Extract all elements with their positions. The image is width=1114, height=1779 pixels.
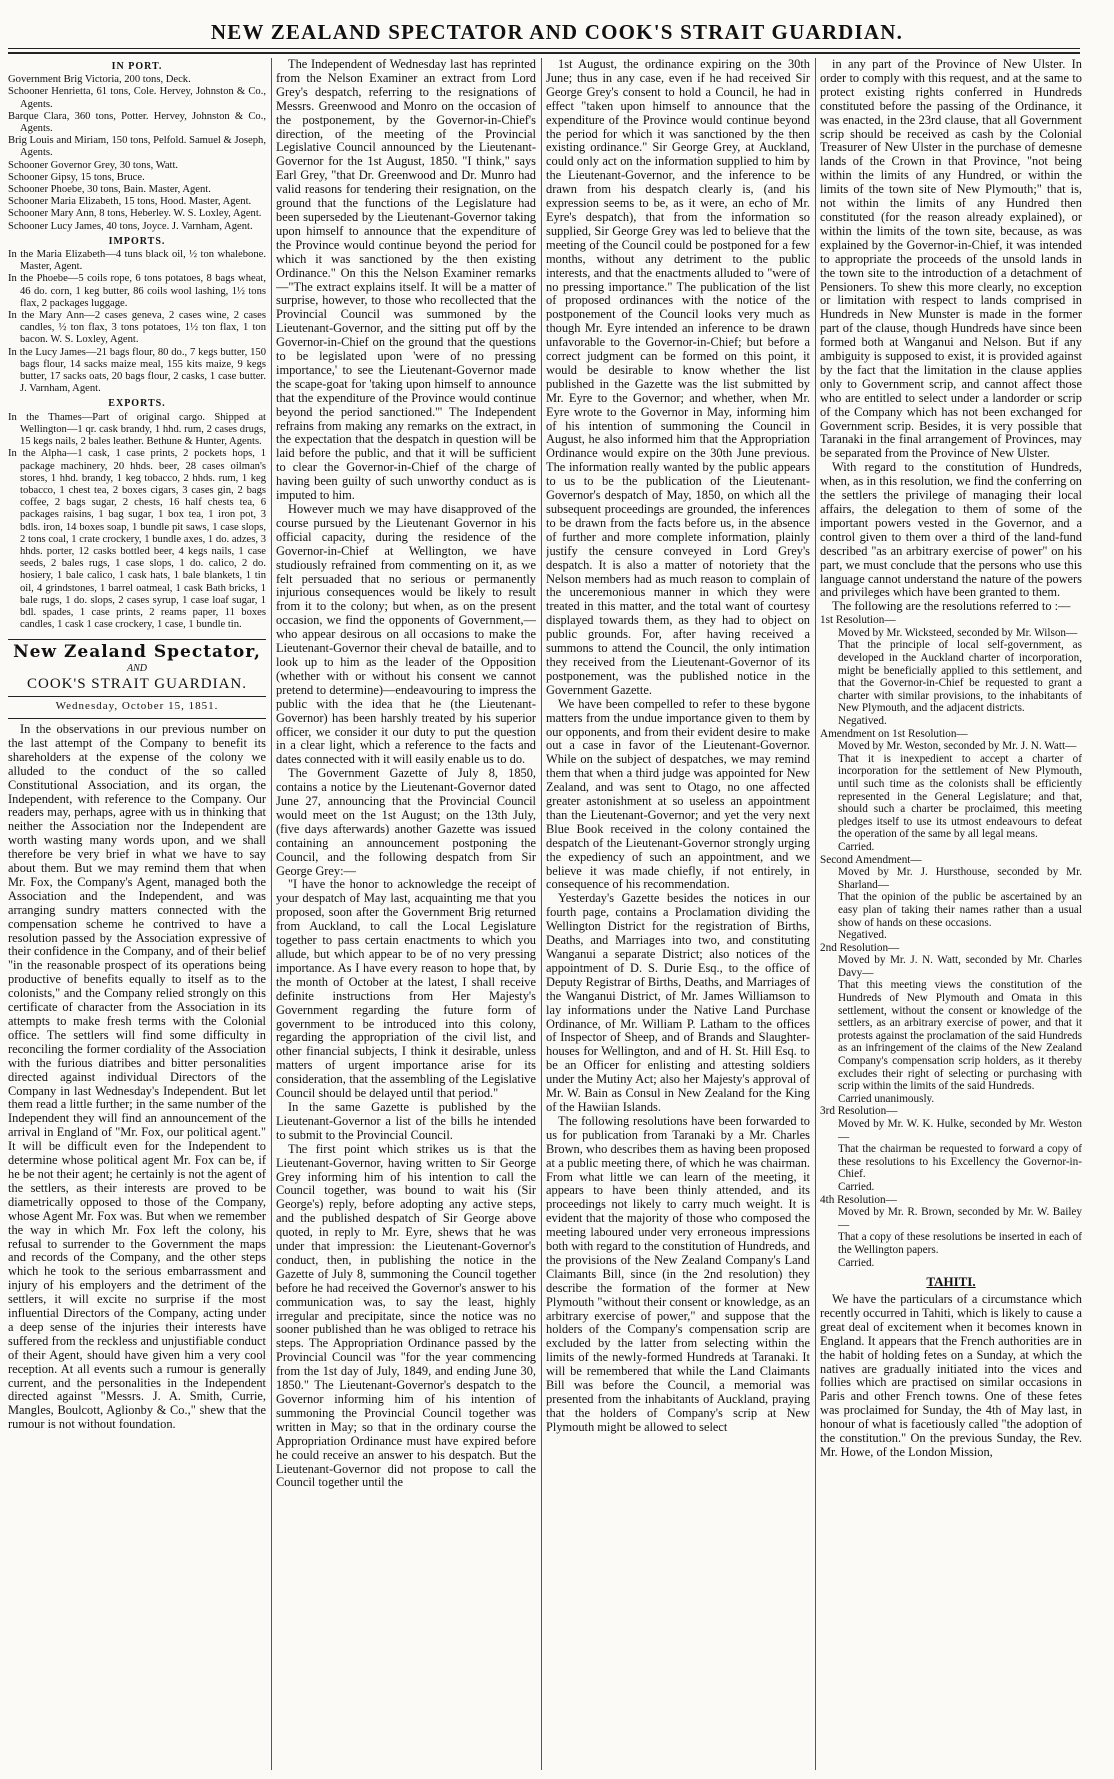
resolution-text: That this meeting views the constitution of the Hundreds of New Plymouth and Omata in this settlement, without the consent or knowledge of the settlers, as an arbitrary exercise of power, and that it protests against the proclamation of the said Hundreds as an infringement of the claims of the New Zealand Company's compensation scrip holders, as it thereby excludes their right of selecting or purchasing with scrip within the limits of the said Hundreds.	[838, 979, 1082, 1093]
resolution-heading: 1st Resolution—	[820, 614, 896, 627]
shipping-entry: Schooner Phoebe, 30 tons, Bain. Master, Agent.	[8, 184, 211, 196]
article-paragraph: With regard to the constitution of Hundreds, when, as in this resolution, we find the conferring on the settlers the privilege of managing their local affairs, the delegation to them of some of the important powers vested in the Governor, and a control given to them over a third of the land-fund described "as an arbitrary exercise of power" on his part, we must conclude that the persons who use this language cannot understand the nature of the powers and privileges which have been granted to them.	[820, 460, 1082, 600]
resolution-heading: Amendment on 1st Resolution—	[820, 727, 968, 740]
shipping-entry: Schooner Henrietta, 61 tons, Cole. Hervey, Johnston & Co., Agents.	[8, 86, 266, 110]
resolution-mover: Moved by Mr. R. Brown, seconded by Mr. W. Bailey—	[838, 1206, 1082, 1231]
resolution-result: Carried.	[838, 840, 875, 853]
article-paragraph: in any part of the Province of New Ulster. In order to comply with this request, and at the same to protect existing rights conferred in Hundreds constituted before the passing of the Ordinance, it was enacted, in the 23rd clause, that all Government scrip should be received as cash by the Colonial Treasurer of New Ulster in the purchase of demesne lands of the Crown in that Province, "not being within the limits of any Hundred, or within the limits of the town site of New Plymouth;" that is, not within the limits of any Hundred then constituted (for the reason already explained), or within the limits of the town site, because, as was explained by the Governor-in-Chief, it was intended to appropriate the proceeds of the unsold lands in the town site to the introduction of a detachment of Pensioners. To shew this more clearly, no exception or limitation with respect to lands comprised in Hundreds in New Munster is made in the former part of the clause, though Hundreds have since been formed both at Wanganui and Nelson. But if any ambiguity is supposed to exist, it is provided against by the fact that the limitation in the clause applies only to Government scrip, and cannot affect those who are entitled to select under a landorder or scrip of the Company which has not been exchanged for Government scrip. Besides, it is very possible that Taranaki in the final arrangement of Provinces, may be separated from the Province of New Ulster.	[820, 58, 1082, 461]
masthead: NEW ZEALAND SPECTATOR AND COOK'S STRAIT GUARDIAN.	[210, 20, 904, 44]
resolution-result: Carried.	[838, 1256, 875, 1269]
issue-date: Wednesday, October 15, 1851.	[8, 696, 266, 714]
resolution-mover: Moved by Mr. J. Hursthouse, seconded by Mr. Sharland—	[838, 866, 1082, 891]
resolution	[820, 942, 1082, 1106]
shipping-entry: Schooner Lucy James, 40 tons, Joyce. J. Varnham, Agent.	[8, 220, 253, 232]
column-1	[8, 58, 266, 1432]
resolution-heading: 3rd Resolution—	[820, 1105, 898, 1118]
resolution	[820, 614, 1082, 727]
hundreds-article	[820, 58, 1082, 614]
article-paragraph: The following resolutions have been forwarded to us for publication from Taranaki by a Mr. Charles Brown, who describes them as having been proposed at a public meeting there, of which he was chairman. From what little we can learn of the meeting, it appears to have been thinly attended, and its proceedings not likely to carry much weight. It is evident that the majority of those who composed the meeting laboured under very erroneous impressions both with regard to the constitution of Hundreds, and the provisions of the New Zealand Company's Land Claimants Bill, since (in the 2nd resolution) they describe the formation of the former at New Plymouth "without their consent or knowledge, as an arbitrary exercise of power," and suppose that the holders of the Company's compensation scrip are excluded by the latter from selecting within the limits of the newly-formed Hundreds at Taranaki. It will be remembered that while the Land Claimants Bill was before the Council, a memorial was presented from the inhabitants of Auckland, praying that the holders of Company's scrip at New Plymouth might be allowed to select	[546, 1113, 810, 1434]
paper-subtitle: COOK'S STRAIT GUARDIAN.	[26, 676, 248, 693]
shipping-news	[8, 61, 266, 631]
resolution-mover: Moved by Mr. J. N. Watt, seconded by Mr. Charles Davy—	[838, 954, 1082, 979]
column-3	[546, 58, 810, 1435]
shipping-entry: Brig Louis and Miriam, 150 tons, Pelfold. Samuel & Joseph, Agents.	[8, 135, 266, 159]
in-port-heading: IN PORT.	[111, 61, 163, 72]
resolution	[820, 728, 1082, 854]
resolution-result: Negatived.	[838, 715, 887, 727]
shipping-entry: Barque Clara, 360 tons, Potter. Hervey, Johnston & Co., Agents.	[8, 110, 266, 135]
resolution-result: Carried unanimously.	[838, 1092, 935, 1105]
exports-heading: EXPORTS.	[108, 398, 166, 410]
tahiti-heading: TAHITI.	[926, 1274, 976, 1290]
editorial-article	[8, 723, 266, 1432]
column-divider	[541, 58, 542, 1770]
resolution	[820, 1105, 1082, 1193]
resolution-mover: Moved by Mr. Wicksteed, seconded by Mr. Wilson—	[838, 626, 1078, 639]
column-2	[276, 58, 536, 1490]
article-paragraph: "I have the honor to acknowledge the receipt of your despatch of May last, acquainting me that you proposed, soon after the Government Brig returned from Auckland, to call the Local Legislature together to pass certain enactments to which you allude, but which appear to be of no very pressing importance. As I have every reason to hope that, by the month of October at the latest, I shall receive definite instructions from Her Majesty's Government regarding the future form of government to be introduced into this colony, regarding the appropriation of the civil list, and other financial subjects, I think it desirable, unless matters of urgent importance arise for its consideration, that the assembling of the Legislative Council should be delayed until that period."	[276, 877, 536, 1101]
resolution-mover: Moved by Mr. W. K. Hulke, seconded by Mr. Weston—	[838, 1118, 1082, 1143]
imports-list	[8, 249, 266, 395]
resolution-text: That a copy of these resolutions be inserted in each of the Wellington papers.	[838, 1231, 1082, 1256]
resolution	[820, 854, 1082, 942]
article-paragraph: Yesterday's Gazette besides the notices in our fourth page, contains a Proclamation dividing the Wellington District for the registration of Births, Deaths, and Marriages into two, and constituting Wanganui a separate District; also notices of the appointment of D. S. Durie Esq., to the office of Deputy Registrar of Births, Deaths, and Marriages of the Wanganui District, of Mr. James Williamson to lay informations under the Native Land Purchase Ordinance, of Mr. William P. Latham to the offices of Inspector of Sheep, and of Brands and Slaughter-houses for Wellington, and and of H. St. Hill Esq. to be an Officer for enlisting and attesting soldiers under the Mutiny Act; also her Majesty's approval of Mr. W. Bain as Consul in New Zealand for the King of the Hawiian Islands.	[546, 891, 810, 1114]
resolution-heading: Second Amendment—	[820, 853, 922, 866]
in-port-list	[8, 74, 266, 233]
resolution-result: Carried.	[838, 1180, 875, 1193]
import-entry: In the Phoebe—5 coils rope, 6 tons potatoes, 8 bags wheat, 46 do. corn, 1 keg butter, 86 coils wool lashing, 1½ tons flax, 2 packages luggage.	[8, 273, 266, 309]
import-entry: In the Lucy James—21 bags flour, 80 do., 7 kegs butter, 150 bags flour, 14 sacks maize meal, 155 kits maize, 9 kegs butter, 17 sacks oats, 20 bags flour, 2 casks, 1 case butter. J. Varnham, Agent.	[8, 346, 266, 395]
export-entry: In the Thames—Part of original cargo. Shipped at Wellington—1 qr. cask brandy, 1 hhd. rum, 2 cases drugs, 15 kegs nails, 2 bales leather. Bethune & Hunter, Agents.	[8, 411, 266, 448]
column-divider	[271, 58, 272, 1770]
import-entry: In the Maria Elizabeth—4 tuns black oil, ½ ton whalebone. Master, Agent.	[8, 249, 266, 273]
resolution-heading: 4th Resolution—	[820, 1193, 897, 1206]
column-4	[820, 58, 1082, 1460]
resolution-text: That the opinion of the public be ascertained by an easy plan of taking their names rather than a usual show of hands on these occasions.	[838, 891, 1082, 929]
imports-heading: IMPORTS.	[108, 235, 166, 247]
article-paragraph: The Independent of Wednesday last has reprinted from the Nelson Examiner an extract from Lord Grey's despatch, referring to the resignations of Messrs. Greenwood and Monro on the occasion of the postponement, by the Governor-in-Chief's direction, of the meeting of the Provincial Legislative Council announced by the Lieutenant-Governor for the 1st August, 1850. "I think," says Earl Grey, "that Dr. Greenwood and Dr. Munro had valid reasons for tendering their resignation, on the ground that the functions of the Legislature had been superseded by the Lieutenant-Governor taking upon himself to announce that the expenditure of the Province would continue beyond the period for which it was sanctioned by the then existing Ordinance." On this the Nelson Examiner remarks—"The extract explains itself. It will be a matter of surprise, however, to those who recollected that the Provincial Council was summoned by the Lieutenant-Governor, and the sitting put off by the Governor-in-Chief on the ground that the questions to be legislated upon 'were of no pressing importance,' to see the Lieutenant-Governor made the scape-goat for 'taking upon himself to announce that the expenditure of the Province would continue beyond the period sanctioned.'" The Independent refrains from making any remarks on the extract, in the expectation that the despatch in question will be laid before the public, and that it will be sufficient to clear the Governor-in-Chief of the charge of having been guilty of such unworthy conduct as is imputed to him.	[276, 58, 536, 503]
resolutions-list	[820, 614, 1082, 1269]
export-entry: In the Alpha—1 cask, 1 case prints, 2 pockets hops, 1 package machinery, 20 hhds. beer, 28 cases oilman's stores, 1 hhd. brandy, 1 keg tobacco, 2 hhds. rum, 1 keg tobacco, 1 chest tea, 2 boxes cigars, 3 cases gin, 2 bags coffee, 2 bags sugar, 2 chests, 16 half chests tea, 6 packages raisins, 1 bag sugar, 1 box tea, 1 iron pot, 3 bdls. iron, 14 boxes soap, 1 bundle pit saws, 1 case slops, 2 tons coal, 1 crate crockery, 1 bundle axes, 1 do. adzes, 3 hhds. porter, 12 casks bottled beer, 4 kegs nails, 1 case seeds, 2 bales rugs, 1 case slops, 1 do. calico, 2 do. hosiery, 1 bale calico, 1 cask hats, 1 bale blankets, 1 tin oil, 4 grindstones, 1 barrel oatmeal, 1 cask Bath bricks, 1 bale rugs, 1 do. slops, 2 cases syrup, 1 case loaf sugar, 1 bdl. spades, 1 case prints, 2 reams paper, 11 boxes candles, 1 cask 1 case crockery, 1 case, 1 bundle tin.	[8, 448, 266, 631]
shipping-entry: Schooner Governor Grey, 30 tons, Watt.	[8, 159, 179, 171]
masthead-rule-thick	[8, 52, 1080, 54]
resolution-mover: Moved by Mr. Weston, seconded by Mr. J. N. Watt—	[838, 740, 1077, 753]
editorial-masthead	[8, 639, 266, 719]
resolution	[820, 1194, 1082, 1270]
paper-title: New Zealand Spectator,	[13, 642, 261, 663]
shipping-entry: Schooner Maria Elizabeth, 15 tons, Hood. Master, Agent.	[8, 196, 252, 208]
masthead-rule	[8, 48, 1080, 49]
resolution-text: That the chairman be requested to forward a copy of these resolutions to his Excellency the Governor-in-Chief.	[838, 1143, 1082, 1181]
resolution-text: That the principle of local self-government, as developed in the Auckland charter of incorporation, might be beneficially applied to this settlement, and that the Governor-in-Chief be requested to grant a charter with similar provisions, to the inhabitants of New Plymouth, and the adjacent districts.	[838, 639, 1082, 715]
import-entry: In the Mary Ann—2 cases geneva, 2 cases wine, 2 cases candles, ½ ton flax, 3 tons potatoes, 1½ ton flax, 1 ton bacon. W. S. Loxley, Agent.	[8, 310, 266, 346]
article-paragraph: The following are the resolutions referred to :—	[832, 599, 1071, 614]
shipping-entry: Schooner Gipsy, 15 tons, Bruce.	[8, 171, 145, 183]
article-paragraph: The first point which strikes us is that the Lieutenant-Governor, having written to Sir George Grey informing him of his intention to call the Council together, was bound to wait his (Sir George's) reply, before adopting any active steps, and the published despatch of Sir George above quoted, in reply to Mr. Eyre, shews that he was under that impression: the Lieutenant-Governor's conduct, then, in publishing the notice in the Gazette of July 8, summoning the Council together before he had received the Governor's answer to his communication was, to say the least, highly irregular and precipitate, since the notice was no sooner published than he was obliged to retrace his steps. The Appropriation Ordinance passed by the Provincial Council was "for the year commencing from the 1st day of July, 1849, and ending June 30, 1850." The Lieutenant-Governor's despatch to the Governor informing him of his intention of summoning the Provincial Council together was written in May; so that in the ordinary course the Appropriation Ordinance must have expired before he could receive an answer to his despatch. But the Lieutenant-Governor did not propose to call the Council together until the	[276, 1141, 536, 1490]
exports-list	[8, 412, 266, 632]
shipping-entry: Schooner Mary Ann, 8 tons, Heberley. W. S. Loxley, Agent.	[8, 208, 262, 220]
resolution-heading: 2nd Resolution—	[820, 941, 900, 954]
article-paragraph: However much we may have disapproved of the course pursued by the Lieutenant Governor in his official capacity, during the residence of the Governor-in-Chief at Wellington, we have studiously refrained from commenting on it, as we felt persuaded that no serious or permanently injurious consequences would be likely to result from it to the colony; but when, as on the present occasion, we find the opponents of Government,—who appear desirous on all occasions to make the Lieutenant-Governor their cheval de bataille, and to look up to him as the leader of the Opposition (whether with or without his consent we cannot pretend to determine)—endeavouring to impress the public with the idea that he (the Lieutenant-Governor) has been harshly treated by his superior officer, we consider it our duty to put the question in a clear light, which a reference to the facts and dates connected with it will easily enable us to do.	[276, 502, 536, 767]
paper-title-and: AND	[127, 663, 147, 675]
shipping-entry: Government Brig Victoria, 200 tons, Deck.	[8, 74, 191, 86]
article-paragraph: The Government Gazette of July 8, 1850, contains a notice by the Lieutenant-Governor dated June 27, announcing that the Provincial Council would meet on the 1st August; on the 13th July, (five days afterwards) another Gazette was issued containing an announcement postponing the Council, and the following despatch from Sir George Grey:—	[276, 766, 536, 878]
resolution-text: That it is inexpedient to accept a charter of incorporation for the settlement of New Plymouth, until such time as the colonists shall be efficiently represented in the General Legislature; and that, should such a charter be proclaimed, this meeting pledges itself to use its utmost endeavours to defeat the operation of the same by all legal means.	[838, 752, 1082, 841]
article-paragraph: In the observations in our previous number on the last attempt of the Company to benefit its shareholders at the expense of the colony we alluded to the conduct of the so called Constitutional Association, and its organ, the Independent, with reference to the Company. Our readers may, perhaps, agree with us in thinking that neither the Association nor the Independent are worth wasting many words upon, and we shall therefore be very brief in what we have to say about them. But we may remind them that when Mr. Fox, the Company's Agent, managed both the Association and the Independent, and was arranging sundry matters connected with the compensation scheme he contrived to have a resolution passed by the Association expressive of their confidence in the Company, and of their belief "in the reasonable prospect of its operations being productive of benefits equally to itself as to the colonists," and the Company relied strongly on this certificate of character from the Association in its attempts to make fresh terms with the Colonial office. The settlers will find some difficulty in reconciling the former cordiality of the Association with the furious diatribes and bitter personalities directed against individual Directors of the Company in last Wednesday's Independent. But let them read a little further; in the same number of the Independent they will find an announcement of the arrival in England of "Mr. Fox, our political agent." It will be difficult even for the Independent to determine whose political agent Mr. Fox can be, if he be not their agent; he certainly is not the agent of the settlers, as their interests are proved to be diametrically opposed to those of the Company, whose Agent Mr. Fox was. But when we remember the way in which Mr. Fox left the colony, his refusal to surrender to the Government the maps and records of the Company, and the other steps which he took to the serious embarrassment and injury of his employers and the detriment of the settlers, it will excite no surprise if the most influential Directors of the Company, acting under a deep sense of the injuries their interests have suffered from the reckless and unjustifiable conduct of their Agent, should have given him a very cool reception. At all events such a rumour is generally current, and the personalities in the Independent directed against "Messrs. J. A. Smith, Currie, Mangles, Boulcott, Aglionby & Co.," shew that the rumour is not without foundation.	[8, 721, 266, 1432]
resolution-result: Negatived.	[838, 929, 887, 942]
tahiti-article: We have the particulars of a circumstance which recently occurred in Tahiti, which is likely to cause a great deal of excitement when it becomes known in England. It appears that the French authorities are in the habit of holding fetes on a Sunday, at which the natives are gradually initiated into the vices and follies which are practised on similar occasions in Paris and other French towns. One of these fetes was proclaimed for Sunday, the 4th of May last, in honour of what is facetiously called "the adoption of the constitution." On the previous Sunday, the Rev. Mr. Howe, of the London Mission,	[820, 1292, 1082, 1459]
article-paragraph: In the same Gazette is published by the Lieutenant-Governor a list of the bills he intended to submit to the Provincial Council.	[276, 1099, 536, 1142]
article-paragraph: We have been compelled to refer to these bygone matters from the undue importance given to them by our opponents, and from their evident desire to make out a case in favor of the Lieutenant-Governor. While on the subject of despatches, we may remind them that when a third judge was appointed for New Zealand, and was sent to Otago, no one affected greater astonishment at so useless an appointment than the Lieutenant-Governor; and yet the very next Blue Book received in the colony contained the despatch of the Lieutenant-Governor strongly urging the expediency of such an appointment, and we believe it was made chiefly, if not entirely, in consequence of his recommendation.	[546, 696, 810, 892]
article-paragraph: 1st August, the ordinance expiring on the 30th June; thus in any case, even if he had received Sir George Grey's consent to hold a Council, he had in effect "taken upon himself to announce that the expenditure of the Province would continue beyond the period for which it was sanctioned by the then existing ordinance." Sir George Grey, at Auckland, could only act on the information supplied to him by the Lieutenant-Governor, and the inference to be drawn from his despatch clearly is, (and his expression seems to be, as it were, an echo of Mr. Eyre's despatch), that from the information so supplied, Sir George Grey was led to believe that the meeting of the Council could be postponed for a few months, without any detriment to the public interests, and that the enactments alluded to "were of no pressing importance." The publication of the list of proposed ordinances with the notice of the postponement of the Council looks very much as though Mr. Eyre intended an inference to be drawn unfavorable to the Governor-in-Chief; but before a correct judgment can be formed on this point, it would be desirable to know whether the list published in the Gazette was the list submitted by Mr. Eyre to the Governor; and whether, when Mr. Eyre wrote to the Governor in May, informing him of his intention of summoning the Council in August, he also informed him that the Appropriation Ordinance would expire on the 30th June previous. The information really wanted by the public appears to us to be the publication of the Lieutenant-Governor's despatch of May, 1850, on which all the subsequent proceedings are grounded, the inferences to be drawn from the facts before us, in the absence of further and more complete information, plainly justify the censure conveyed in Lord Grey's despatch. It is also a matter of notoriety that the Nelson members had as much reason to complain of the unceremonious manner in which they were treated in this matter, and the total want of courtesy displayed towards them, as they had to object on public grounds. For, after having received a summons to attend the Council, the only intimation they received from the Lieutenant-Governor of its postponement, was the published notice in the Government Gazette.	[546, 58, 810, 697]
column-divider	[815, 58, 816, 1770]
